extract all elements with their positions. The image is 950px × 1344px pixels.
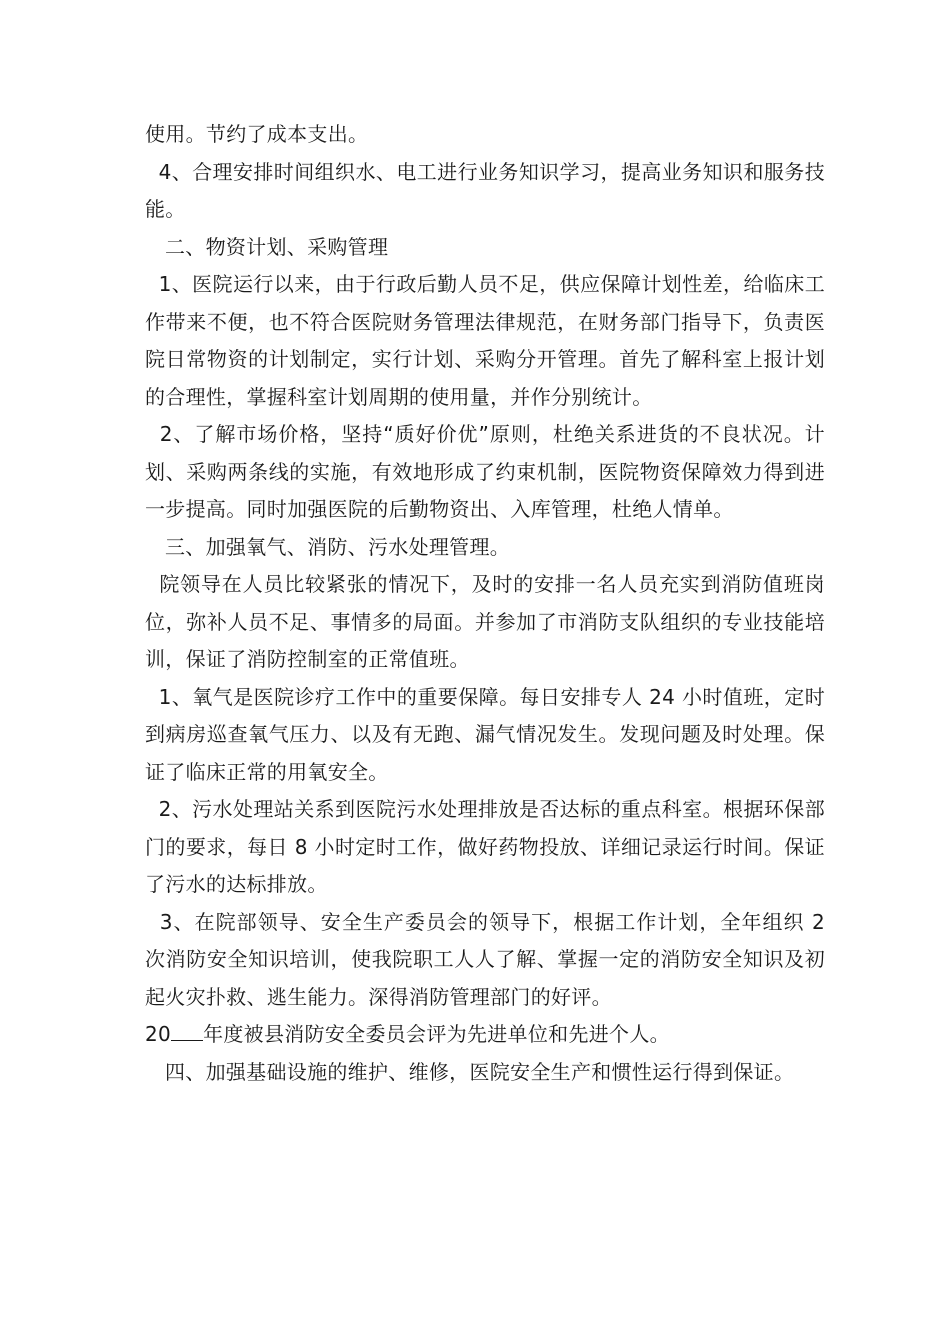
paragraph-2: 4、合理安排时间组织水、电工进行业务知识学习，提高业务知识和服务技能。: [145, 159, 825, 221]
year-award-line: [145, 1016, 825, 1054]
document-body: [145, 116, 832, 1091]
year-blank: [171, 1022, 203, 1041]
section-heading-3: 三、加强氧气、消防、污水处理管理。: [145, 534, 511, 559]
paragraph-4: 2、了解市场价格，坚持“质好价优”原则，杜绝关系进货的不良状况。计划、采购两条线的实施，有效地形成了约束机制，医院物资保障效力得到进一步提高。同时加强医院的后勤物资出、入库管理，杜绝人情单。: [145, 422, 825, 521]
section-heading-2: 二、物资计划、采购管理: [145, 234, 389, 259]
paragraph-8: 3、在院部领导、安全生产委员会的领导下，根据工作计划，全年组织 2 次消防安全知识培训，使我院职工人人了解、掌握一定的消防安全知识及初起火灾扑救、逃生能力。深得消防管理部门的好评。: [145, 909, 832, 1009]
paragraph-3: 1、医院运行以来，由于行政后勤人员不足，供应保障计划性差，给临床工作带来不便，也不符合医院财务管理法律规范，在财务部门指导下，负责医院日常物资的计划制定，实行计划、采购分开管理。首先了解科室上报计划的合理性，掌握科室计划周期的使用量，并作分别统计。: [145, 272, 825, 409]
paragraph-1: 使用。节约了成本支出。: [145, 122, 369, 146]
paragraph-7: 2、污水处理站关系到医院污水处理排放是否达标的重点科室。根据环保部门的要求，每日 8 小时定时工作，做好药物投放、详细记录运行时间。保证了污水的达标排放。: [145, 797, 825, 896]
year-prefix: 20: [145, 1022, 172, 1046]
paragraph-6: 1、氧气是医院诊疗工作中的重要保障。每日安排专人 24 小时值班，定时到病房巡查氧气压力、以及有无跑、漏气情况发生。发现问题及时处理。保证了临床正常的用氧安全。: [145, 684, 825, 784]
paragraph-5: 院领导在人员比较紧张的情况下，及时的安排一名人员充实到消防值班岗位，弥补人员不足、事情多的局面。并参加了市消防支队组织的专业技能培训，保证了消防控制室的正常值班。: [145, 572, 825, 671]
section-heading-4: 四、加强基础设施的维护、维修，医院安全生产和惯性运行得到保证。: [145, 1059, 795, 1084]
year-suffix: 年度被县消防安全委员会评为先进单位和先进个人。: [203, 1022, 670, 1046]
